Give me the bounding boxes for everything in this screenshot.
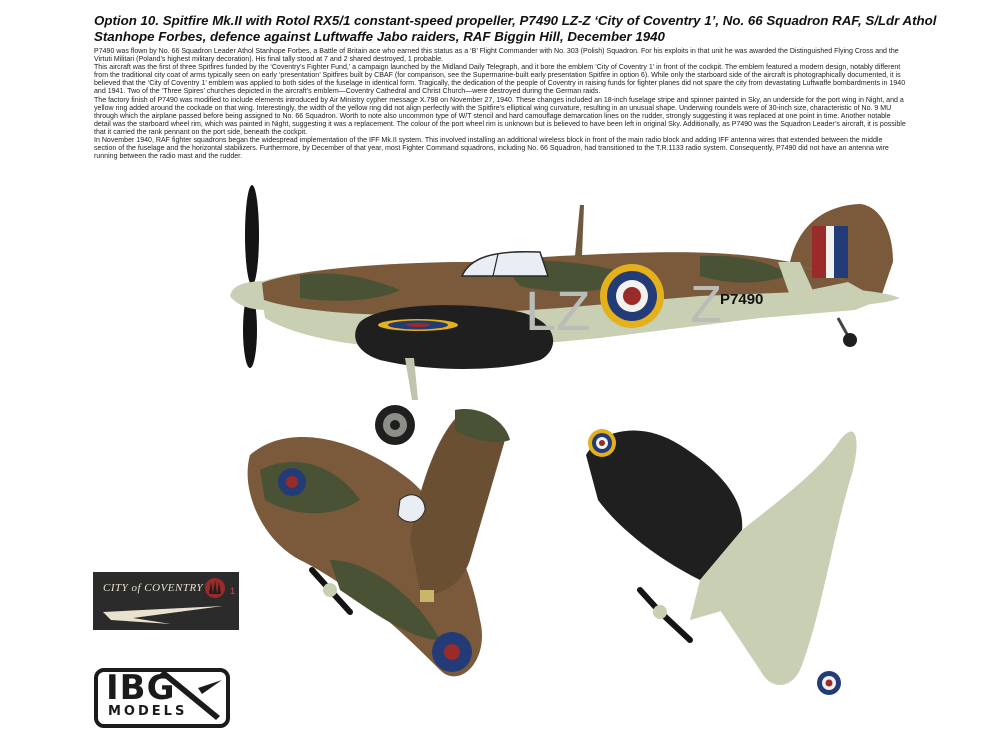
page-title: Option 10. Spitfire Mk.II with Rotol RX5/1 constant-speed propeller, P7490 LZ-Z ‘City of Coventry 1’, No. 66 Squadron RAF, S/Ldr Athol Stanhope Forbes, defence against Luftwaffe Jabo raiders, RAF Biggin Hill, December 1940	[94, 13, 937, 44]
city-of-coventry-emblem	[93, 572, 239, 630]
paragraph: P7490 was flown by No. 66 Squadron Leader Athol Stanhope Forbes, a Battle of Britain ace who earned this status as a ‘B’ Flight Commander with No. 303 (Polish) Squadron. For his exploits in that unit he was awarded the Distinguished Flying Cross and the Virtuti Militari (Poland’s highest military decoration). His final tally stood at 7 and 2 shared destroyed, 1 probable.	[94, 48, 899, 64]
plane-silhouette-icon	[94, 664, 238, 732]
fin-flash-white	[826, 226, 834, 278]
aircraft-letter: Z	[690, 276, 722, 334]
propeller-blade-top	[245, 185, 259, 285]
under-spinner	[653, 605, 667, 619]
ibg-models-logo	[94, 664, 238, 732]
fin-flash-blue	[834, 226, 848, 278]
emblem-swoosh	[103, 606, 223, 624]
starboard-wing-sky-underside	[700, 431, 857, 685]
fuselage-roundel-red	[623, 287, 641, 305]
logo-brand: IBG	[106, 668, 176, 708]
serial-number: P7490	[720, 291, 764, 308]
logo-sub: MODELS	[108, 704, 188, 719]
emblem-number: 1	[230, 586, 236, 596]
radio-mast	[575, 205, 584, 256]
squadron-code: LZ	[525, 279, 591, 342]
canopy	[462, 252, 548, 276]
fin-flash-red	[812, 226, 826, 278]
tail-wheel	[843, 333, 857, 347]
gas-detection-patch	[420, 590, 434, 602]
paragraph: In November 1940, RAF fighter squadrons began the widespread implementation of the IFF Mk.II system. This involved installing an additional wireless block in front of the main radio block and adding IFF antenna wires that extended between the middle section of the fuselage and the horizontal stabilizers. Furthermore, by December of that year, most Fighter Command squadrons, including No. 66 Squadron, had transitioned to the T.R.1133 radio system. Consequently, P7490 did not have an antenna wire running between the radio mast and the rudder.	[94, 137, 889, 161]
top-canopy	[398, 495, 425, 522]
emblem-text: CITY of COVENTRY	[103, 582, 204, 594]
under-surface-view	[586, 429, 857, 695]
side-profile	[230, 185, 900, 445]
upper-surface-view	[248, 409, 510, 676]
paragraph: This aircraft was the first of three Spitfires funded by the ‘Coventry’s Fighter Fund,’ a campaign launched by the Midland Daily Telegraph, and it bore the emblem ‘City of Coventry 1’ in front of the cockpit. The emblem featured a modern design, notably different from the traditional city coat of arms typically seen on early ‘presentation’ Spitfires built by CBAF (for comparison, see the Supermarine-built early presentation Spitfire in option 6). While only the starboard side of the aircraft is photographically documented, it is believed that the ‘City of Coventry 1’ emblem was applied to both sides of the fuselage in identical form. Tragically, the dedication of the people of Coventry in raising funds for fighter planes did not spare the city from devastating Luftwaffe bombardments in 1940 and 1941. Two of the ‘Three Spires’ churches depicted in the aircraft’s emblem—Coventry Cathedral and Christ Church—were destroyed during the German raids.	[94, 64, 906, 96]
top-spinner	[323, 583, 337, 597]
wing-roundel-red	[406, 323, 430, 327]
tailplane	[800, 289, 900, 306]
paragraph: The factory finish of P7490 was modified to include elements introduced by Air Ministry cypher message X.798 on November 27, 1940. These changes included an 18-inch fuselage stripe and spinner painted in Sky, an underside for the port wing in Night, and a yellow ring added around the cockade on that wing. Interestingly, the width of the yellow ring did not align perfectly with the Spitfire’s elliptical wing curvature, resulting in an unusual shape. Underwing roundels were of 30-inch size, characteristic of No. 9 MU through which the airplane passed before being assigned to No. 66 Squadron. Worth to note also uncommon type of W/T stencil and hard camouflage demarcation lines on the rudder, strongly suggesting it was replaced at one point in time. Another notable detail was the starboard wheel rim, which was painted in Night, suggesting it was a replacement. The colour of the port wheel rim is unknown but is believed to have been left in original Sky. Additionally, as P7490 was the Squadron Leader’s aircraft, it is possible that it carried the rank pennant on the port side, beneath the cockpit.	[94, 96, 906, 136]
port-wing-night	[355, 305, 553, 369]
